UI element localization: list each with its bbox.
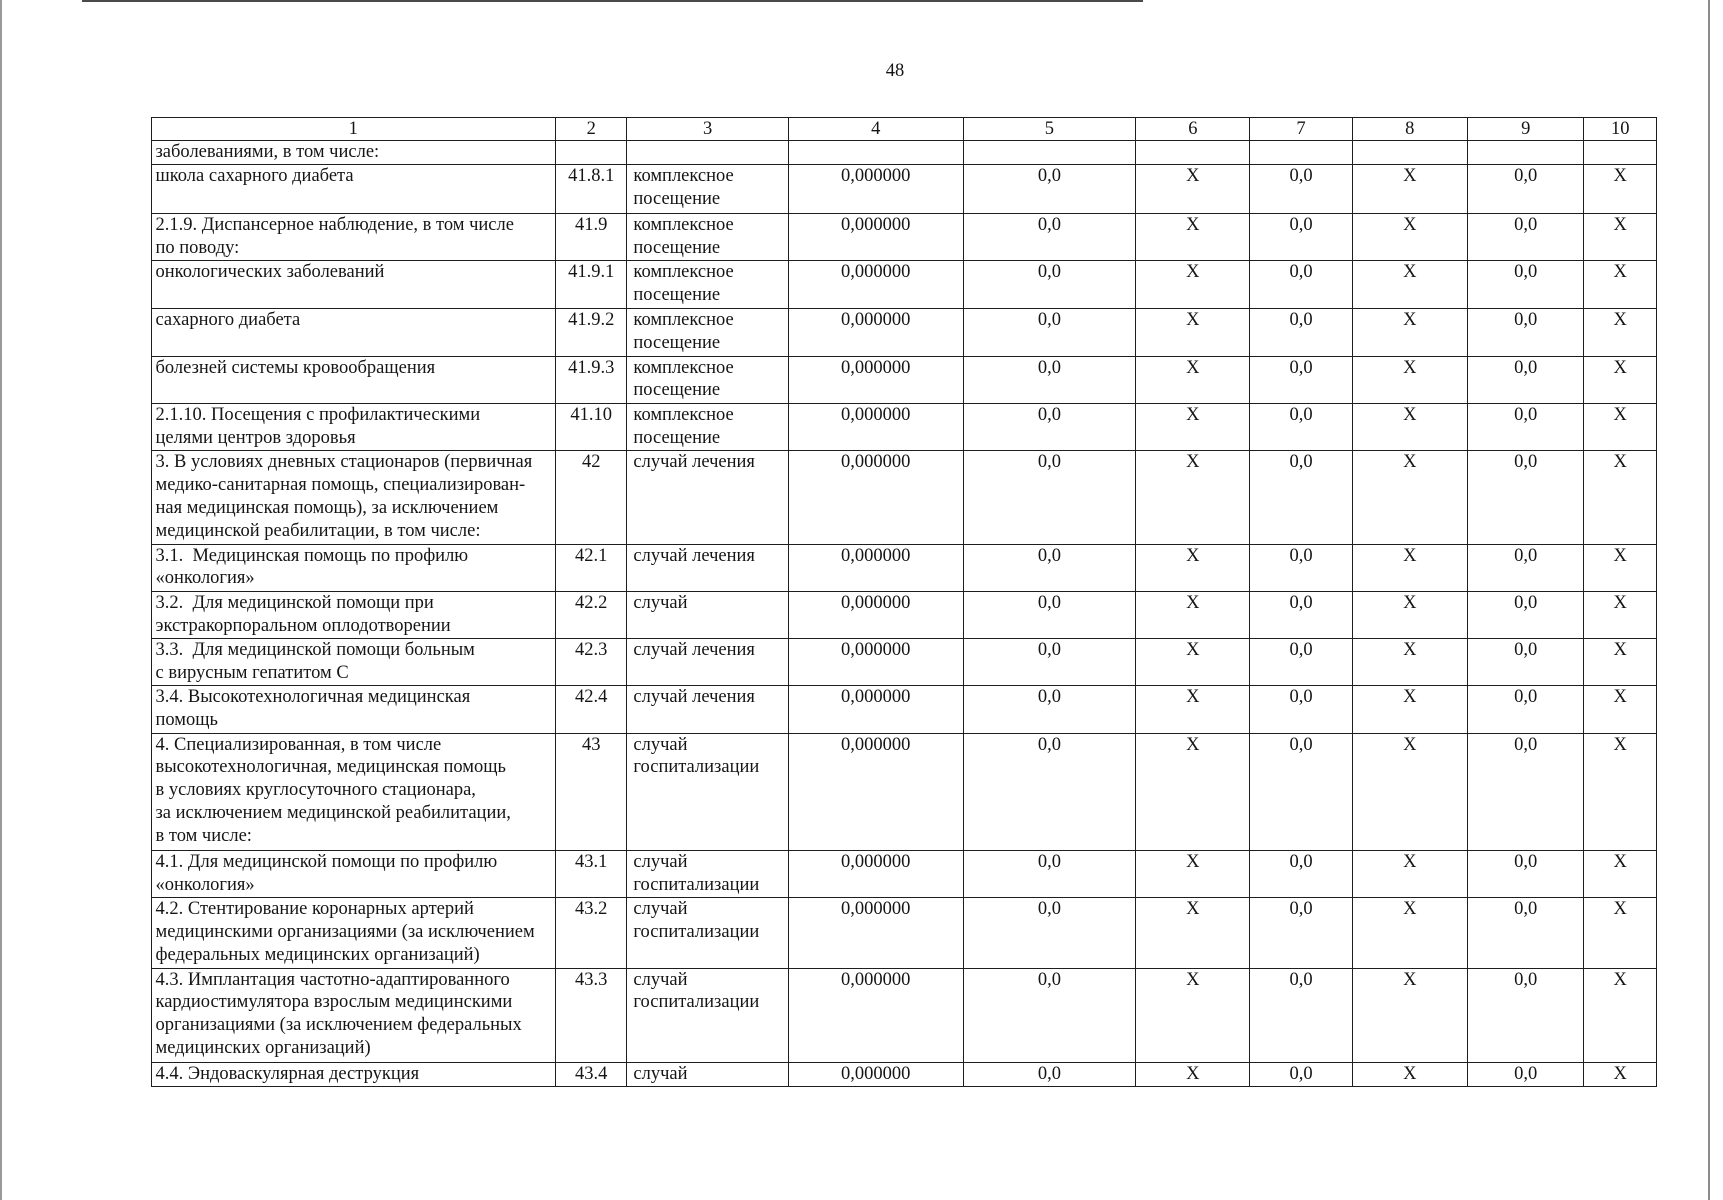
indicator-name-cell: болезней системы кровообращения (151, 356, 556, 403)
column-number-header: 7 (1250, 117, 1352, 141)
table-row (151, 309, 1656, 356)
unit-of-measure-cell: случай лечения (627, 686, 789, 733)
indicator-name-cell: сахарного диабета (151, 309, 556, 356)
row-number-cell: 43.1 (556, 851, 627, 898)
value-col-8-cell: Х (1352, 309, 1467, 356)
value-col-6-cell: Х (1136, 898, 1250, 968)
value-col-7-cell: 0,0 (1250, 1063, 1352, 1087)
value-col-9-cell (1467, 141, 1584, 165)
value-col-5-cell: 0,0 (963, 898, 1136, 968)
value-col-5-cell: 0,0 (963, 403, 1136, 450)
value-col-4-cell: 0,000000 (788, 733, 963, 851)
table-row (151, 686, 1656, 733)
value-col-7-cell: 0,0 (1250, 213, 1352, 260)
table-row (151, 451, 1656, 544)
value-col-6-cell: Х (1136, 544, 1250, 591)
value-col-4-cell: 0,000000 (788, 356, 963, 403)
value-col-8-cell: Х (1352, 356, 1467, 403)
value-col-10-cell: Х (1584, 309, 1657, 356)
value-col-10-cell: Х (1584, 165, 1657, 213)
value-col-4-cell: 0,000000 (788, 260, 963, 308)
column-number-header: 5 (963, 117, 1136, 141)
value-col-10-cell: Х (1584, 851, 1657, 898)
value-col-7-cell: 0,0 (1250, 686, 1352, 733)
unit-of-measure-cell: случай госпитализации (627, 898, 789, 968)
table-row (151, 165, 1656, 213)
indicator-name-cell: 3.1. Медицинская помощь по профилю «онкология» (151, 544, 556, 591)
value-col-9-cell: 0,0 (1467, 309, 1584, 356)
value-col-5-cell: 0,0 (963, 309, 1136, 356)
value-col-8-cell: Х (1352, 165, 1467, 213)
row-number-cell: 43.4 (556, 1063, 627, 1087)
value-col-6-cell: Х (1136, 309, 1250, 356)
unit-of-measure-cell: комплексное посещение (627, 356, 789, 403)
row-number-cell: 41.8.1 (556, 165, 627, 213)
value-col-6-cell: Х (1136, 451, 1250, 544)
table-row (151, 403, 1656, 450)
value-col-7-cell: 0,0 (1250, 733, 1352, 851)
value-col-4-cell: 0,000000 (788, 1063, 963, 1087)
value-col-9-cell: 0,0 (1467, 403, 1584, 450)
value-col-5-cell: 0,0 (963, 968, 1136, 1063)
value-col-6-cell: Х (1136, 851, 1250, 898)
row-number-cell: 42.2 (556, 591, 627, 638)
table-header (151, 117, 1656, 141)
value-col-9-cell: 0,0 (1467, 1063, 1584, 1087)
unit-of-measure-cell: случай госпитализации (627, 733, 789, 851)
value-col-9-cell: 0,0 (1467, 260, 1584, 308)
table-row (151, 591, 1656, 638)
value-col-6-cell: Х (1136, 165, 1250, 213)
value-col-7-cell: 0,0 (1250, 851, 1352, 898)
value-col-6-cell: Х (1136, 733, 1250, 851)
value-col-7-cell: 0,0 (1250, 165, 1352, 213)
value-col-10-cell: Х (1584, 356, 1657, 403)
value-col-10-cell: Х (1584, 968, 1657, 1063)
value-col-5-cell: 0,0 (963, 686, 1136, 733)
value-col-10-cell: Х (1584, 591, 1657, 638)
row-number-cell: 41.9.3 (556, 356, 627, 403)
value-col-10-cell: Х (1584, 451, 1657, 544)
value-col-7-cell: 0,0 (1250, 898, 1352, 968)
indicator-name-cell: 3.3. Для медицинской помощи больным с вирусным гепатитом С (151, 639, 556, 686)
value-col-4-cell: 0,000000 (788, 544, 963, 591)
value-col-7-cell: 0,0 (1250, 591, 1352, 638)
value-col-5-cell: 0,0 (963, 591, 1136, 638)
value-col-6-cell: Х (1136, 213, 1250, 260)
scan-right-edge-line (1708, 0, 1710, 1200)
column-number-header: 4 (788, 117, 963, 141)
indicator-name-cell: 3.2. Для медицинской помощи при экстракорпоральном оплодотворении (151, 591, 556, 638)
unit-of-measure-cell: комплексное посещение (627, 260, 789, 308)
value-col-6-cell: Х (1136, 403, 1250, 450)
table-row (151, 141, 1656, 165)
value-col-4-cell: 0,000000 (788, 451, 963, 544)
value-col-7-cell: 0,0 (1250, 403, 1352, 450)
column-numbers-row (151, 117, 1656, 141)
value-col-10-cell: Х (1584, 403, 1657, 450)
value-col-4-cell: 0,000000 (788, 591, 963, 638)
unit-of-measure-cell: случай (627, 1063, 789, 1087)
value-col-5-cell: 0,0 (963, 544, 1136, 591)
value-col-5-cell: 0,0 (963, 733, 1136, 851)
indicator-name-cell: 4.4. Эндоваскулярная деструкция (151, 1063, 556, 1087)
unit-of-measure-cell (627, 141, 789, 165)
value-col-9-cell: 0,0 (1467, 898, 1584, 968)
value-col-9-cell: 0,0 (1467, 451, 1584, 544)
value-col-7-cell (1250, 141, 1352, 165)
value-col-5-cell: 0,0 (963, 451, 1136, 544)
column-number-header: 9 (1467, 117, 1584, 141)
table-row (151, 968, 1656, 1063)
indicator-name-cell: школа сахарного диабета (151, 165, 556, 213)
value-col-9-cell: 0,0 (1467, 639, 1584, 686)
row-number-cell: 42.3 (556, 639, 627, 686)
unit-of-measure-cell: случай лечения (627, 451, 789, 544)
value-col-8-cell (1352, 141, 1467, 165)
value-col-7-cell: 0,0 (1250, 968, 1352, 1063)
scan-left-edge-line (0, 0, 2, 1200)
row-number-cell: 41.9.2 (556, 309, 627, 356)
value-col-4-cell (788, 141, 963, 165)
unit-of-measure-cell: случай лечения (627, 639, 789, 686)
value-col-9-cell: 0,0 (1467, 686, 1584, 733)
column-number-header: 10 (1584, 117, 1657, 141)
data-table (151, 117, 1657, 1087)
value-col-10-cell (1584, 141, 1657, 165)
value-col-7-cell: 0,0 (1250, 451, 1352, 544)
value-col-5-cell: 0,0 (963, 639, 1136, 686)
value-col-10-cell: Х (1584, 1063, 1657, 1087)
value-col-5-cell: 0,0 (963, 260, 1136, 308)
indicator-name-cell: 2.1.10. Посещения с профилактическими целями центров здоровья (151, 403, 556, 450)
row-number-cell (556, 141, 627, 165)
table-row (151, 639, 1656, 686)
value-col-8-cell: Х (1352, 686, 1467, 733)
value-col-8-cell: Х (1352, 544, 1467, 591)
column-number-header: 6 (1136, 117, 1250, 141)
unit-of-measure-cell: комплексное посещение (627, 403, 789, 450)
value-col-9-cell: 0,0 (1467, 591, 1584, 638)
unit-of-measure-cell: случай госпитализации (627, 968, 789, 1063)
value-col-8-cell: Х (1352, 213, 1467, 260)
indicator-name-cell: 4.2. Стентирование коронарных артерий медицинскими организациями (за исключением федеральных медицинских организаций) (151, 898, 556, 968)
value-col-10-cell: Х (1584, 544, 1657, 591)
value-col-8-cell: Х (1352, 591, 1467, 638)
unit-of-measure-cell: случай лечения (627, 544, 789, 591)
table-row (151, 544, 1656, 591)
column-number-header: 8 (1352, 117, 1467, 141)
indicator-name-cell: 3.4. Высокотехнологичная медицинская помощь (151, 686, 556, 733)
value-col-5-cell: 0,0 (963, 213, 1136, 260)
value-col-9-cell: 0,0 (1467, 851, 1584, 898)
unit-of-measure-cell: комплексное посещение (627, 165, 789, 213)
row-number-cell: 43.3 (556, 968, 627, 1063)
value-col-8-cell: Х (1352, 260, 1467, 308)
table-row (151, 356, 1656, 403)
value-col-5-cell: 0,0 (963, 851, 1136, 898)
value-col-10-cell: Х (1584, 213, 1657, 260)
value-col-7-cell: 0,0 (1250, 544, 1352, 591)
value-col-6-cell: Х (1136, 591, 1250, 638)
value-col-7-cell: 0,0 (1250, 639, 1352, 686)
value-col-4-cell: 0,000000 (788, 213, 963, 260)
value-col-6-cell: Х (1136, 356, 1250, 403)
value-col-5-cell: 0,0 (963, 1063, 1136, 1087)
indicator-name-cell: 4.3. Имплантация частотно-адаптированного кардиостимулятора взрослым медицинскими организациями (за исключением федеральных медицинских организаций) (151, 968, 556, 1063)
value-col-10-cell: Х (1584, 639, 1657, 686)
table-row (151, 1063, 1656, 1087)
column-number-header: 3 (627, 117, 789, 141)
value-col-9-cell: 0,0 (1467, 356, 1584, 403)
row-number-cell: 42.1 (556, 544, 627, 591)
indicator-name-cell: 4.1. Для медицинской помощи по профилю «онкология» (151, 851, 556, 898)
value-col-4-cell: 0,000000 (788, 639, 963, 686)
value-col-8-cell: Х (1352, 451, 1467, 544)
value-col-10-cell: Х (1584, 733, 1657, 851)
value-col-9-cell: 0,0 (1467, 544, 1584, 591)
value-col-8-cell: Х (1352, 639, 1467, 686)
value-col-9-cell: 0,0 (1467, 165, 1584, 213)
value-col-5-cell (963, 141, 1136, 165)
column-number-header: 2 (556, 117, 627, 141)
value-col-9-cell: 0,0 (1467, 968, 1584, 1063)
value-col-6-cell: Х (1136, 260, 1250, 308)
value-col-10-cell: Х (1584, 260, 1657, 308)
value-col-4-cell: 0,000000 (788, 851, 963, 898)
value-col-5-cell: 0,0 (963, 165, 1136, 213)
row-number-cell: 43 (556, 733, 627, 851)
value-col-5-cell: 0,0 (963, 356, 1136, 403)
value-col-6-cell: Х (1136, 686, 1250, 733)
table-row (151, 851, 1656, 898)
value-col-4-cell: 0,000000 (788, 898, 963, 968)
value-col-4-cell: 0,000000 (788, 403, 963, 450)
value-col-8-cell: Х (1352, 1063, 1467, 1087)
value-col-4-cell: 0,000000 (788, 968, 963, 1063)
value-col-4-cell: 0,000000 (788, 165, 963, 213)
table-row (151, 733, 1656, 851)
table-body (151, 141, 1656, 1087)
value-col-8-cell: Х (1352, 851, 1467, 898)
row-number-cell: 43.2 (556, 898, 627, 968)
unit-of-measure-cell: случай госпитализации (627, 851, 789, 898)
value-col-4-cell: 0,000000 (788, 686, 963, 733)
table-row (151, 260, 1656, 308)
value-col-8-cell: Х (1352, 403, 1467, 450)
row-number-cell: 42 (556, 451, 627, 544)
value-col-10-cell: Х (1584, 898, 1657, 968)
column-number-header: 1 (151, 117, 556, 141)
row-number-cell: 41.10 (556, 403, 627, 450)
value-col-8-cell: Х (1352, 733, 1467, 851)
value-col-6-cell: Х (1136, 639, 1250, 686)
indicator-name-cell: заболеваниями, в том числе: (151, 141, 556, 165)
value-col-9-cell: 0,0 (1467, 213, 1584, 260)
value-col-6-cell (1136, 141, 1250, 165)
value-col-4-cell: 0,000000 (788, 309, 963, 356)
unit-of-measure-cell: комплексное посещение (627, 213, 789, 260)
table-row (151, 898, 1656, 968)
value-col-9-cell: 0,0 (1467, 733, 1584, 851)
value-col-6-cell: Х (1136, 968, 1250, 1063)
value-col-8-cell: Х (1352, 968, 1467, 1063)
indicator-name-cell: 4. Специализированная, в том числе высокотехнологичная, медицинская помощь в условиях круглосуточного стационара, за исключением медицинской реабилитации, в том числе: (151, 733, 556, 851)
value-col-7-cell: 0,0 (1250, 260, 1352, 308)
unit-of-measure-cell: случай (627, 591, 789, 638)
value-col-6-cell: Х (1136, 1063, 1250, 1087)
indicator-name-cell: 2.1.9. Диспансерное наблюдение, в том числе по поводу: (151, 213, 556, 260)
value-col-8-cell: Х (1352, 898, 1467, 968)
unit-of-measure-cell: комплексное посещение (627, 309, 789, 356)
row-number-cell: 41.9 (556, 213, 627, 260)
value-col-7-cell: 0,0 (1250, 309, 1352, 356)
indicator-name-cell: 3. В условиях дневных стационаров (первичная медико-санитарная помощь, специализирован- ная медицинская помощь), за исключением медицинской реабилитации, в том числе: (151, 451, 556, 544)
indicator-name-cell: онкологических заболеваний (151, 260, 556, 308)
value-col-7-cell: 0,0 (1250, 356, 1352, 403)
row-number-cell: 42.4 (556, 686, 627, 733)
page-number: 48 (885, 61, 905, 81)
table-row (151, 213, 1656, 260)
row-number-cell: 41.9.1 (556, 260, 627, 308)
scan-top-edge-line (82, 0, 1143, 2)
value-col-10-cell: Х (1584, 686, 1657, 733)
